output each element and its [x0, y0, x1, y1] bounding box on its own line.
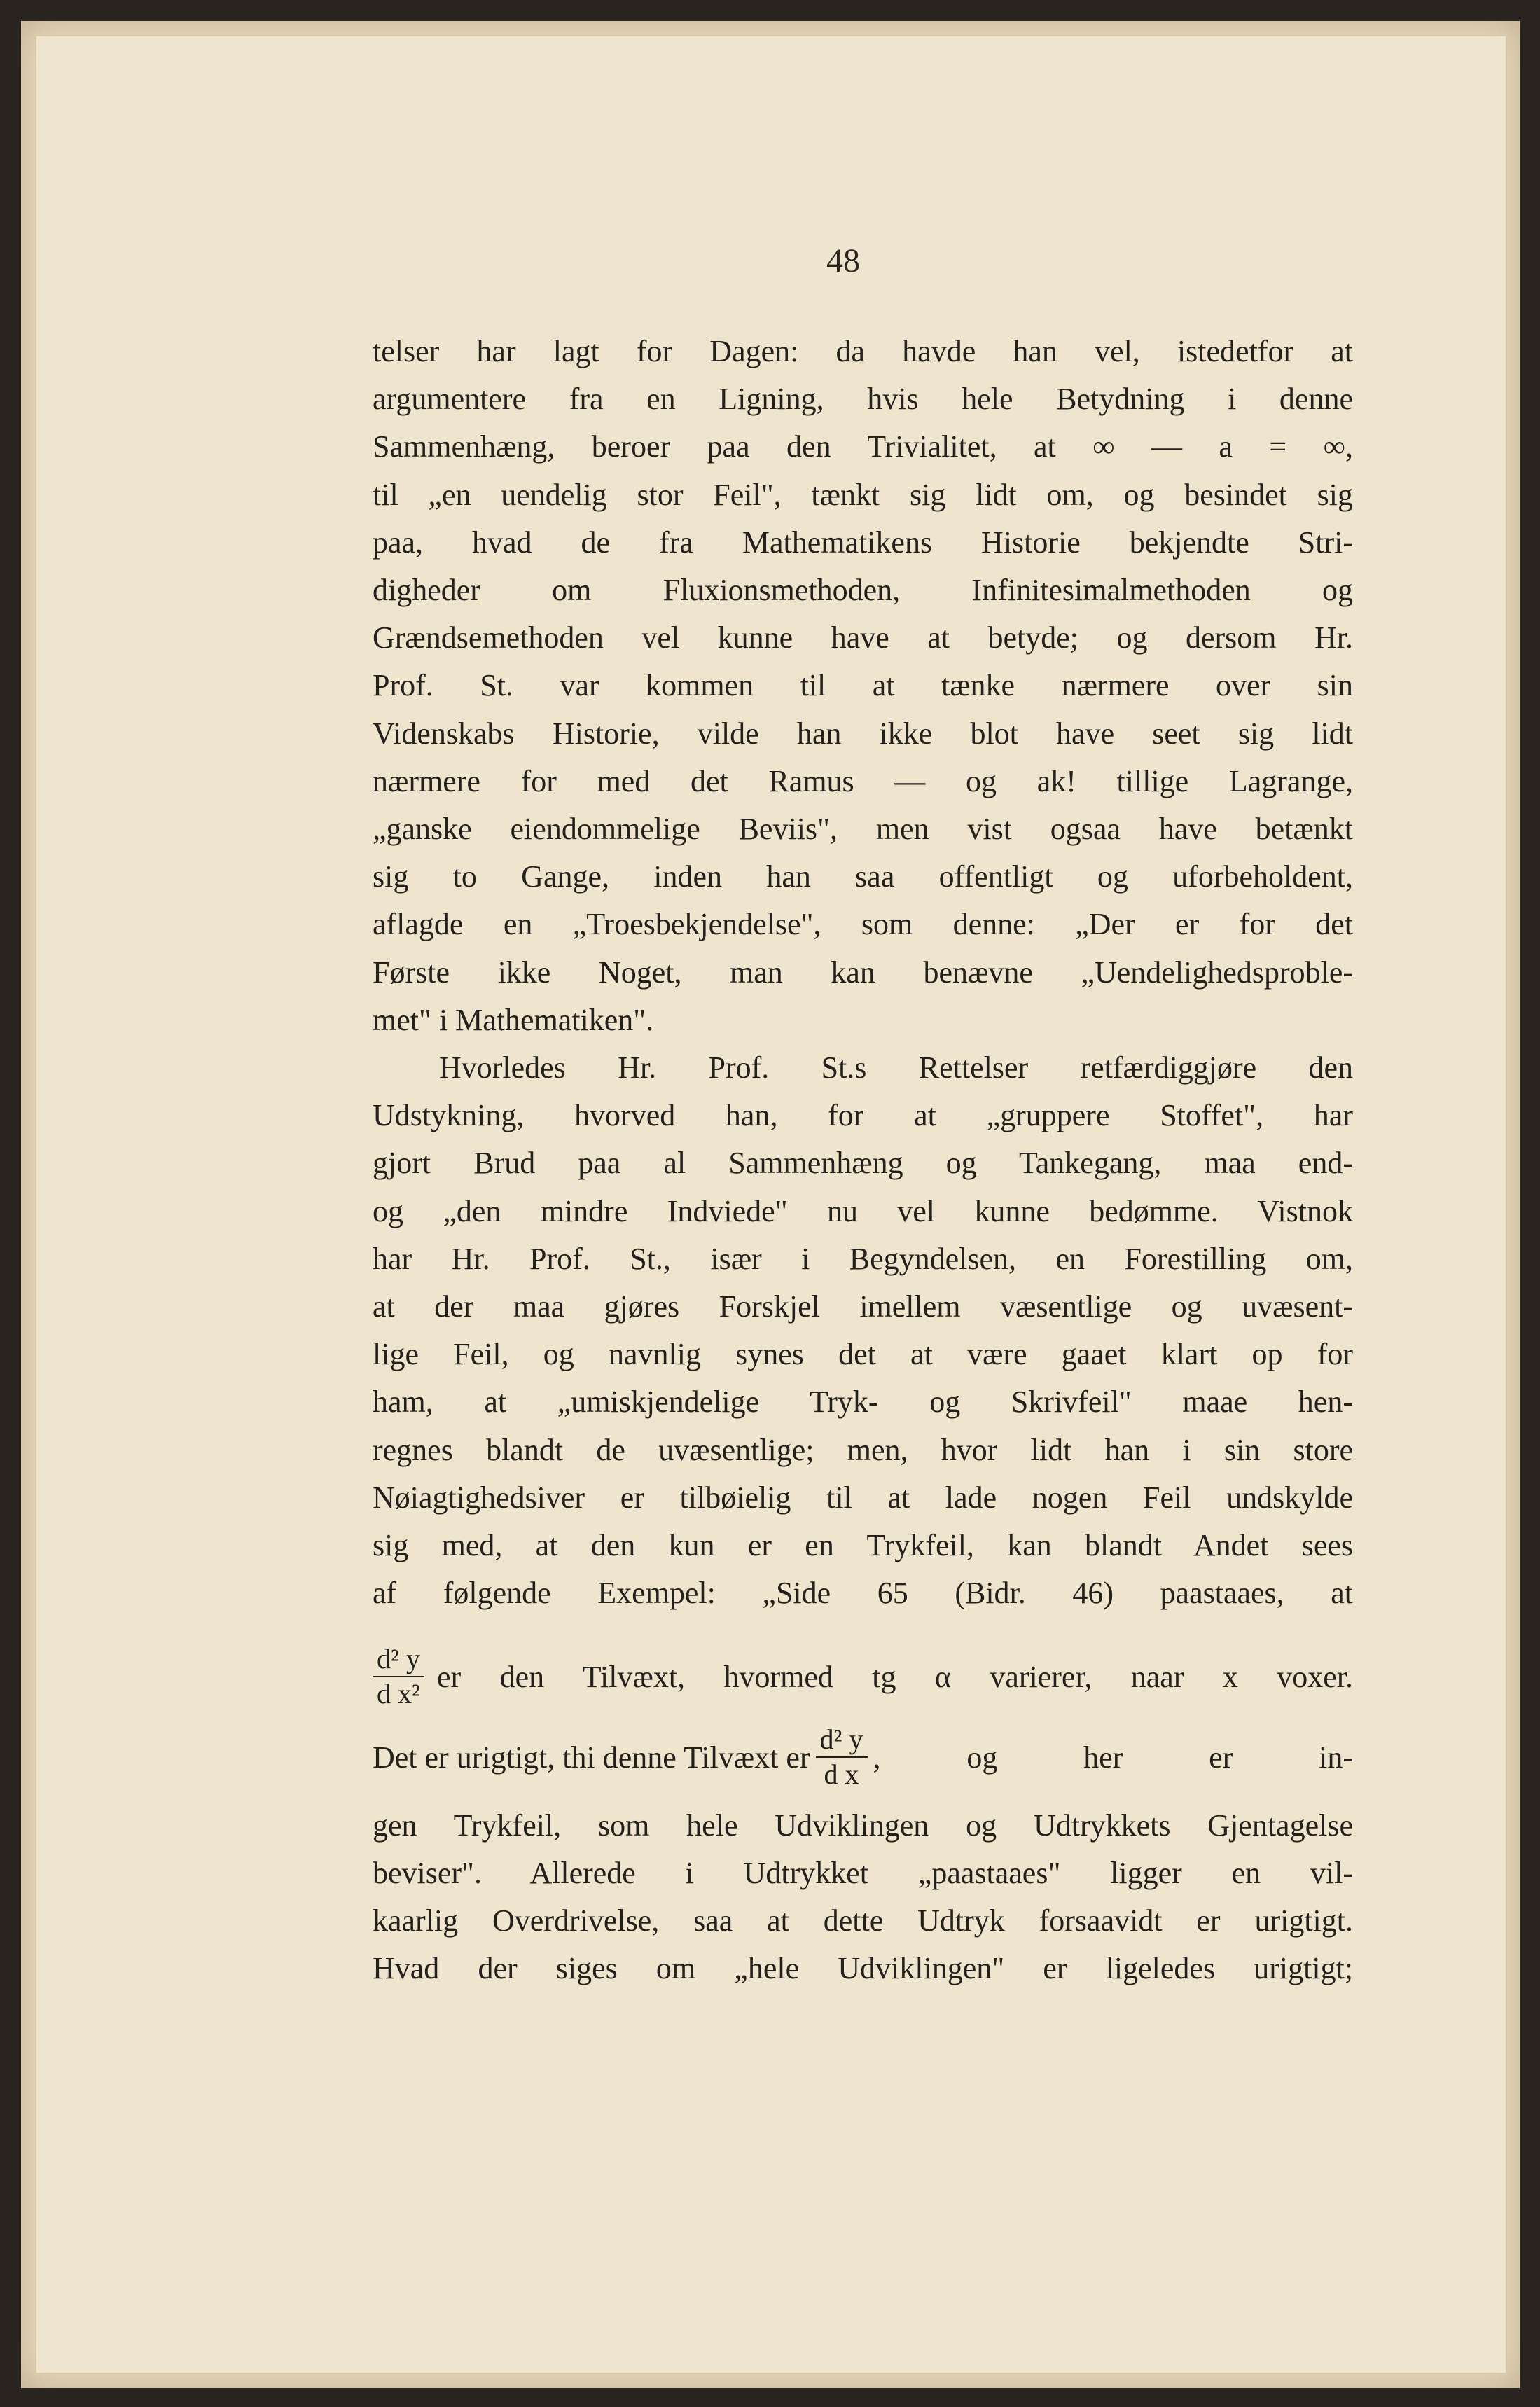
text-line: beviser". Allerede i Udtrykket „paastaaes" ligger en vil- — [373, 1856, 1353, 1890]
fraction-numerator: d² y — [816, 1723, 868, 1758]
page-number: 48 — [826, 242, 860, 279]
formula-line-2-text-after: , og her er in- — [873, 1740, 1353, 1775]
text-line: Sammenhæng, beroer paa den Trivialitet, at ∞ — a = ∞, — [373, 429, 1353, 464]
text-line: digheder om Fluxionsmethoden, Infinitesimalmethoden og — [373, 573, 1353, 607]
text-line: gen Trykfeil, som hele Udviklingen og Udtrykkets Gjentagelse — [373, 1808, 1353, 1843]
text-line: Nøiagtighedsiver er tilbøielig til at lade nogen Feil undskylde — [373, 1480, 1353, 1515]
text-line: regnes blandt de uvæsentlige; men, hvor lidt han i sin store — [373, 1432, 1353, 1467]
text-line: Prof. St. var kommen til at tænke nærmere over sin — [373, 668, 1353, 703]
text-line: Grændsemethoden vel kunne have at betyde; og dersom Hr. — [373, 620, 1353, 655]
text-line: Videnskabs Historie, vilde han ikke blot have seet sig lidt — [373, 716, 1353, 751]
text-line: argumentere fra en Ligning, hvis hele Betydning i denne — [373, 382, 1353, 417]
text-line: sig to Gange, inden han saa offentligt og uforbeholdent, — [373, 859, 1353, 894]
text-line: ham, at „umiskjendelige Tryk- og Skrivfeil" maae hen- — [373, 1385, 1353, 1420]
formula-line-2-text-before: Det er urigtigt, thi denne Tilvæxt er — [373, 1740, 810, 1775]
text-line: Hvorledes Hr. Prof. St.s Rettelser retfærdiggjøre den — [439, 1050, 1353, 1085]
text-line: telser har lagt for Dagen: da havde han vel, istedetfor at — [373, 334, 1353, 368]
text-line: lige Feil, og navnlig synes det at være gaaet klart op for — [373, 1337, 1353, 1372]
formula-line-2 — [373, 1723, 1353, 1791]
text-line: nærmere for med det Ramus — og ak! tillige Lagrange, — [373, 763, 1353, 798]
text-line: af følgende Exempel: „Side 65 (Bidr. 46) paastaaes, at — [373, 1576, 1353, 1611]
fraction-numerator: d² y — [373, 1642, 424, 1677]
fraction-d2y-dx — [816, 1723, 868, 1791]
text-line: Hvad der siges om „hele Udviklingen" er ligeledes urigtigt; — [373, 1951, 1353, 1985]
fraction-d2y-dx2 — [373, 1642, 424, 1711]
text-line: til „en uendelig stor Feil", tænkt sig lidt om, og besindet sig — [373, 477, 1353, 512]
text-line: har Hr. Prof. St., især i Begyndelsen, en Forestilling om, — [373, 1241, 1353, 1276]
formula-line-1-text: er den Tilvæxt, hvormed tg α varierer, naar x voxer. — [437, 1659, 1353, 1694]
text-line: gjort Brud paa al Sammenhæng og Tankegang, maa end- — [373, 1146, 1353, 1181]
text-line: og „den mindre Indviede" nu vel kunne bedømme. Vistnok — [373, 1193, 1353, 1228]
text-line: aflagde en „Troesbekjendelse", som denne: „Der er for det — [373, 907, 1353, 942]
text-line: at der maa gjøres Forskjel imellem væsentlige og uvæsent- — [373, 1289, 1353, 1324]
text-line: met" i Mathematiken". — [373, 1002, 654, 1037]
text-line: Første ikke Noget, man kan benævne „Uendelighedsproble- — [373, 955, 1353, 990]
text-line: Udstykning, hvorved han, for at „gruppere Stoffet", har — [373, 1098, 1353, 1133]
fraction-denominator: d x² — [377, 1678, 420, 1709]
text-line: paa, hvad de fra Mathematikens Historie bekjendte Stri- — [373, 525, 1353, 560]
fraction-denominator: d x — [824, 1759, 859, 1790]
text-line: sig med, at den kun er en Trykfeil, kan blandt Andet sees — [373, 1528, 1353, 1562]
formula-line-1 — [373, 1642, 1353, 1711]
text-line: kaarlig Overdrivelse, saa at dette Udtryk forsaavidt er urigtigt. — [373, 1903, 1353, 1938]
text-line: „ganske eiendommelige Beviis", men vist ogsaa have betænkt — [373, 812, 1353, 846]
